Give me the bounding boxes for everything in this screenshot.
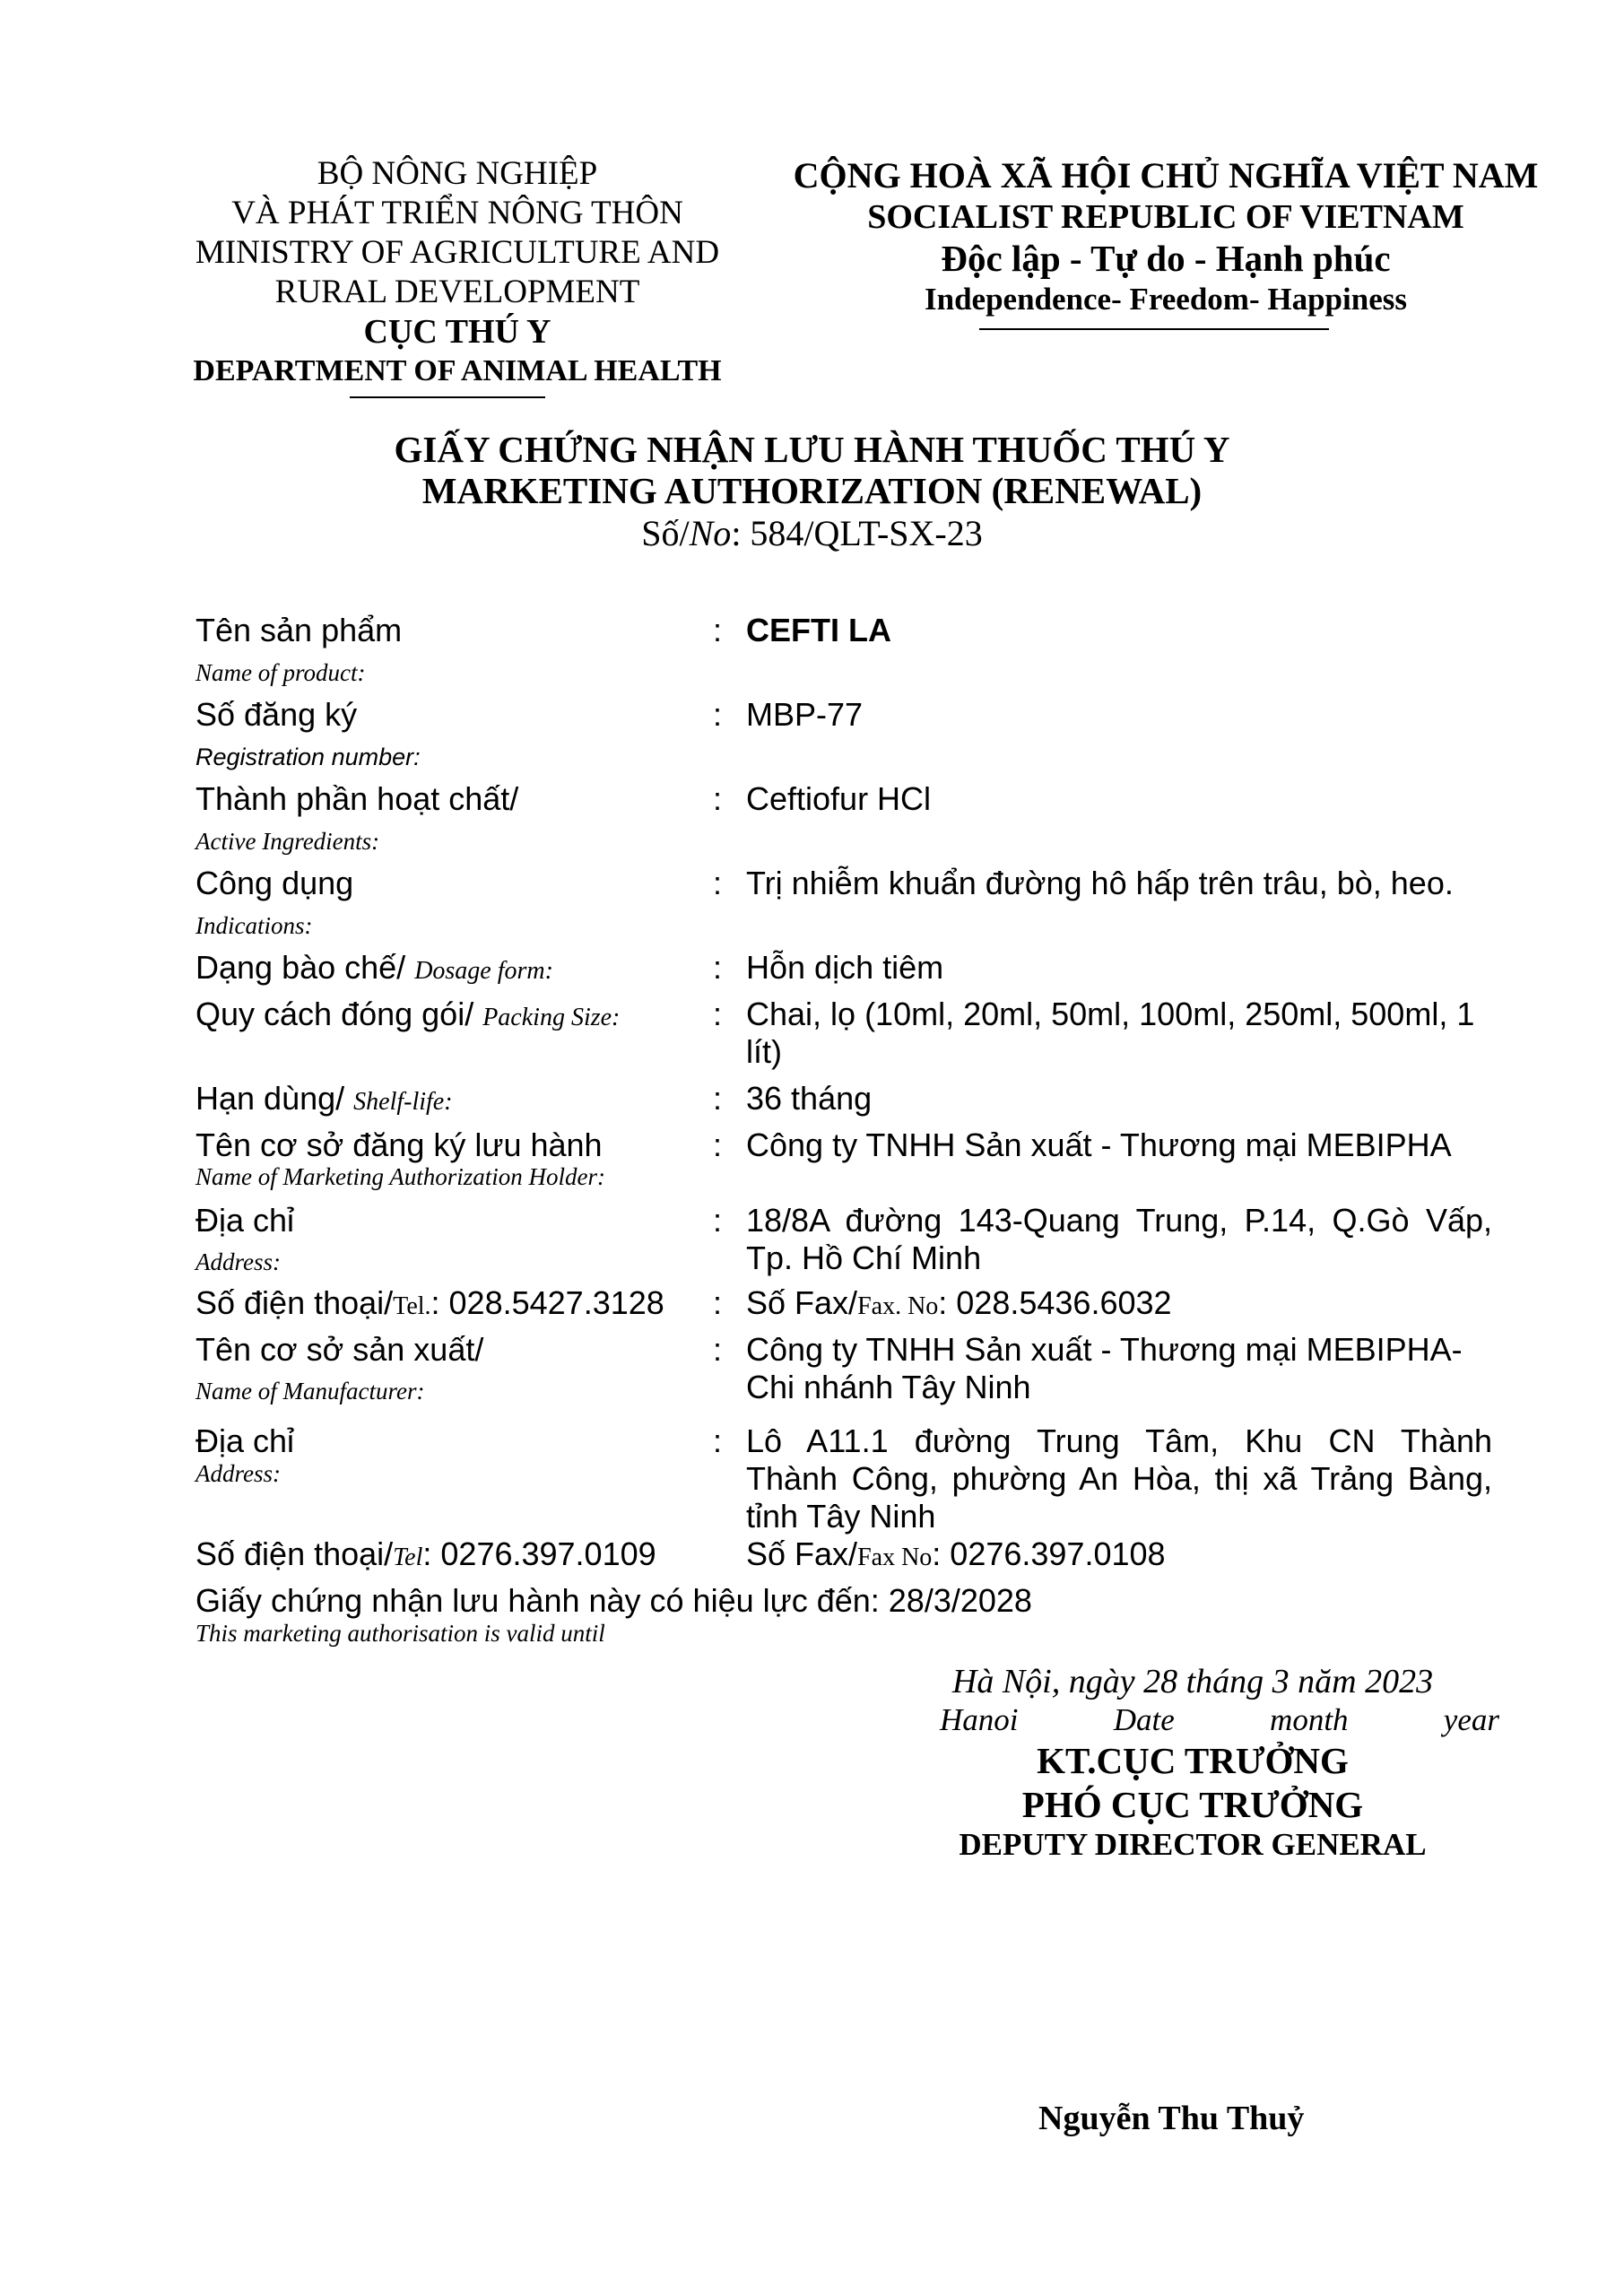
manufacturer-fax-label: Số Fax/ xyxy=(746,1535,858,1572)
packing-value-line2: lít) xyxy=(746,1033,782,1070)
manufacturer-address-label-en: Address: xyxy=(195,1460,281,1487)
manufacturer-address-label: Địa chỉ xyxy=(195,1422,295,1459)
manufacturer-value-line2: Chi nhánh Tây Ninh xyxy=(746,1369,1031,1405)
motto-vn: Độc lập - Tự do - Hạnh phúc xyxy=(941,238,1391,279)
manufacturer-label-en: Name of Manufacturer: xyxy=(195,1378,425,1405)
dosage-label xyxy=(195,949,553,987)
holder-fax-label-en: Fax. No xyxy=(857,1292,939,1320)
manufacturer-fax-value: : 0276.397.0108 xyxy=(932,1535,1166,1572)
manufacturer-phone-value: : 0276.397.0109 xyxy=(422,1535,656,1572)
shelf-life-label-en: Shelf-life: xyxy=(353,1088,453,1116)
ingredients-label: Thành phần hoạt chất/ xyxy=(195,780,519,817)
signature-block xyxy=(852,1661,1533,1864)
manufacturer-address-line2: Thành Công, phường An Hòa, thị xã Trảng Bàng, xyxy=(746,1460,1492,1497)
department-name-vn: CỤC THÚ Y xyxy=(363,313,551,351)
manufacturer-phone-label: Số điện thoại/ xyxy=(195,1535,394,1572)
ingredients-label-en: Active Ingredients: xyxy=(195,828,380,855)
place-date-vn: Hà Nội, ngày 28 tháng 3 năm 2023 xyxy=(951,1663,1434,1700)
holder-label: Tên cơ sở đăng ký lưu hành xyxy=(195,1126,603,1163)
country-header xyxy=(771,154,1560,319)
title-vn: GIẤY CHỨNG NHẬN LƯU HÀNH THUỐC THÚ Y xyxy=(394,429,1230,470)
holder-label-en: Name of Marketing Authorization Holder: xyxy=(195,1163,605,1190)
dosage-label-vn: Dạng bào chế/ xyxy=(195,949,415,986)
left-header-underline xyxy=(350,396,545,398)
manufacturer-label: Tên cơ sở sản xuất/ xyxy=(195,1331,484,1368)
colon: : xyxy=(713,996,723,1032)
place-date-en xyxy=(852,1702,1533,1738)
colon: : xyxy=(713,1284,723,1321)
product-value: CEFTI LA xyxy=(746,612,891,648)
colon: : xyxy=(713,1126,723,1163)
packing-label xyxy=(195,996,620,1033)
manufacturer-fax xyxy=(746,1535,1166,1573)
manufacturer-value-line1: Công ty TNHH Sản xuất - Thương mại MEBIPHA- xyxy=(746,1331,1463,1368)
product-label-en: Name of product: xyxy=(195,659,366,686)
holder-phone-label-en: Tel. xyxy=(393,1292,431,1320)
ministry-name-vn-1: BỘ NÔNG NGHIỆP xyxy=(317,155,598,192)
manufacturer-phone-label-en: Tel xyxy=(393,1544,423,1571)
validity-statement: Giấy chứng nhận lưu hành này có hiệu lực đến: 28/3/2028 xyxy=(195,1582,1032,1619)
signatory-name: Nguyễn Thu Thuỷ xyxy=(1038,2100,1305,2137)
packing-value-line1: Chai, lọ (10ml, 20ml, 50ml, 100ml, 250ml, 500ml, 1 xyxy=(746,996,1475,1032)
indications-label-en: Indications: xyxy=(195,912,313,939)
number-value: : 584/QLT-SX-23 xyxy=(731,513,983,553)
document-title xyxy=(0,429,1624,556)
department-name-en: DEPARTMENT OF ANIMAL HEALTH xyxy=(193,354,722,387)
product-label: Tên sản phẩm xyxy=(195,612,403,648)
holder-address-line2: Tp. Hồ Chí Minh xyxy=(746,1239,982,1276)
ministry-name-vn-2: VÀ PHÁT TRIỂN NÔNG THÔN xyxy=(231,195,683,231)
number-prefix: Số/ xyxy=(641,513,690,553)
colon: : xyxy=(713,612,723,648)
country-name-en: SOCIALIST REPUBLIC OF VIETNAM xyxy=(867,198,1464,236)
holder-address-label: Địa chỉ xyxy=(195,1202,295,1239)
manufacturer-address-line3: tỉnh Tây Ninh xyxy=(746,1498,936,1535)
registration-value: MBP-77 xyxy=(746,696,864,733)
packing-label-vn: Quy cách đóng gói/ xyxy=(195,996,483,1032)
ministry-name-en-1: MINISTRY OF AGRICULTURE AND xyxy=(195,234,720,271)
motto-en: Independence- Freedom- Happiness xyxy=(925,282,1407,317)
dosage-label-en: Dosage form: xyxy=(414,957,553,985)
registration-label: Số đăng ký xyxy=(195,696,358,733)
place-date-en-date: Date xyxy=(1113,1702,1175,1737)
colon: : xyxy=(713,865,723,901)
manufacturer-address-line1: Lô A11.1 đường Trung Tâm, Khu CN Thành xyxy=(746,1422,1492,1459)
registration-label-en: Registration number: xyxy=(195,744,421,770)
manufacturer-address-value xyxy=(746,1422,1492,1535)
holder-fax-value: : 028.5436.6032 xyxy=(938,1284,1172,1321)
signatory-title-en: DEPUTY DIRECTOR GENERAL xyxy=(959,1827,1427,1862)
country-name-vn: CỘNG HOÀ XÃ HỘI CHỦ NGHĨA VIỆT NAM xyxy=(793,155,1539,196)
colon: : xyxy=(713,780,723,817)
holder-address-line1: 18/8A đường 143-Quang Trung, P.14, Q.Gò Vấp, xyxy=(746,1202,1492,1239)
colon: : xyxy=(713,696,723,733)
ingredients-value: Ceftiofur HCl xyxy=(746,780,932,817)
shelf-life-label xyxy=(195,1080,453,1118)
packing-value xyxy=(746,996,1492,1071)
indications-label: Công dụng xyxy=(195,865,354,901)
colon: : xyxy=(713,1331,723,1368)
signatory-title-2: PHÓ CỤC TRƯỞNG xyxy=(1021,1784,1364,1825)
place-date-en-month: month xyxy=(1270,1702,1349,1737)
colon: : xyxy=(713,1422,723,1459)
holder-address-value xyxy=(746,1202,1492,1277)
holder-phone xyxy=(195,1284,664,1322)
indications-value: Trị nhiễm khuẩn đường hô hấp trên trâu, bò, heo. xyxy=(746,865,1454,901)
colon: : xyxy=(713,1080,723,1117)
issuer-header xyxy=(135,154,780,391)
holder-fax-label: Số Fax/ xyxy=(746,1284,858,1321)
ministry-name-en-2: RURAL DEVELOPMENT xyxy=(274,274,640,310)
manufacturer-phone xyxy=(195,1535,656,1573)
validity-statement-en: This marketing authorisation is valid until xyxy=(195,1620,605,1647)
signatory-title-1: KT.CỤC TRƯỞNG xyxy=(1037,1740,1349,1781)
colon: : xyxy=(713,949,723,986)
title-en: MARKETING AUTHORIZATION (RENEWAL) xyxy=(421,470,1203,511)
place-date-en-hanoi: Hanoi xyxy=(940,1702,1019,1737)
manufacturer-value xyxy=(746,1331,1492,1406)
place-date-en-year: year xyxy=(1443,1702,1499,1737)
colon: : xyxy=(713,1202,723,1239)
right-header-underline xyxy=(979,328,1329,330)
shelf-life-label-vn: Hạn dùng/ xyxy=(195,1080,354,1117)
packing-label-en: Packing Size: xyxy=(482,1004,621,1031)
shelf-life-value: 36 tháng xyxy=(746,1080,873,1117)
holder-phone-value: : 028.5427.3128 xyxy=(430,1284,664,1321)
dosage-value: Hỗn dịch tiêm xyxy=(746,949,944,986)
holder-fax xyxy=(746,1284,1492,1326)
holder-address-label-en: Address: xyxy=(195,1248,281,1275)
holder-value: Công ty TNHH Sản xuất - Thương mại MEBIPHA xyxy=(746,1126,1452,1163)
manufacturer-fax-label-en: Fax No xyxy=(857,1544,933,1571)
document-number xyxy=(0,511,1624,556)
holder-phone-label: Số điện thoại/ xyxy=(195,1284,394,1321)
number-prefix-en: No xyxy=(689,513,732,553)
